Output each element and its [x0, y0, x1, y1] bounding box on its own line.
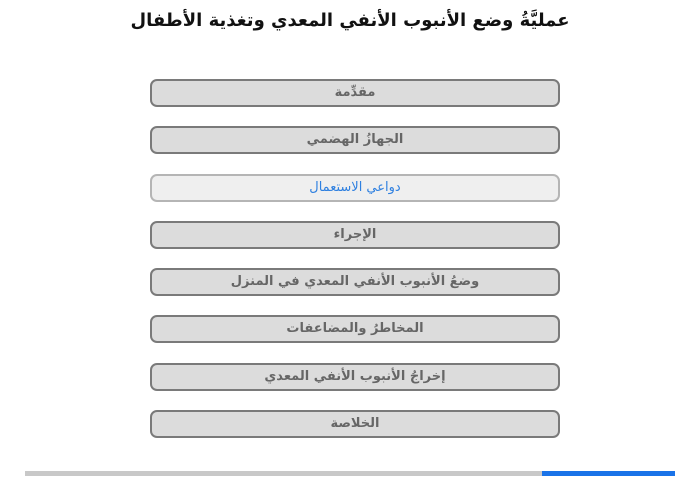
progress-bar	[25, 471, 675, 476]
menu-item-home-placement[interactable]: وضعُ الأنبوب الأنفي المعدي في المنزل	[150, 268, 560, 296]
progress-bar-fill	[542, 471, 675, 476]
menu-item-summary[interactable]: الخلاصة	[150, 410, 560, 438]
menu-item-risks-complications[interactable]: المخاطرُ والمضاعفات	[150, 315, 560, 343]
menu-item-tube-removal[interactable]: إخراجُ الأنبوب الأنفي المعدي	[150, 363, 560, 391]
menu-item-procedure[interactable]: الإجراء	[150, 221, 560, 249]
menu-item-introduction[interactable]: مقدِّمة	[150, 79, 560, 107]
menu-item-digestive-system[interactable]: الجهازُ الهضمي	[150, 126, 560, 154]
chapter-menu	[150, 79, 560, 457]
page-title: عمليَّةُ وضع الأنبوب الأنفي المعدي وتغذية الأطفال	[130, 10, 570, 31]
menu-item-indications[interactable]: دواعي الاستعمال	[150, 174, 560, 202]
